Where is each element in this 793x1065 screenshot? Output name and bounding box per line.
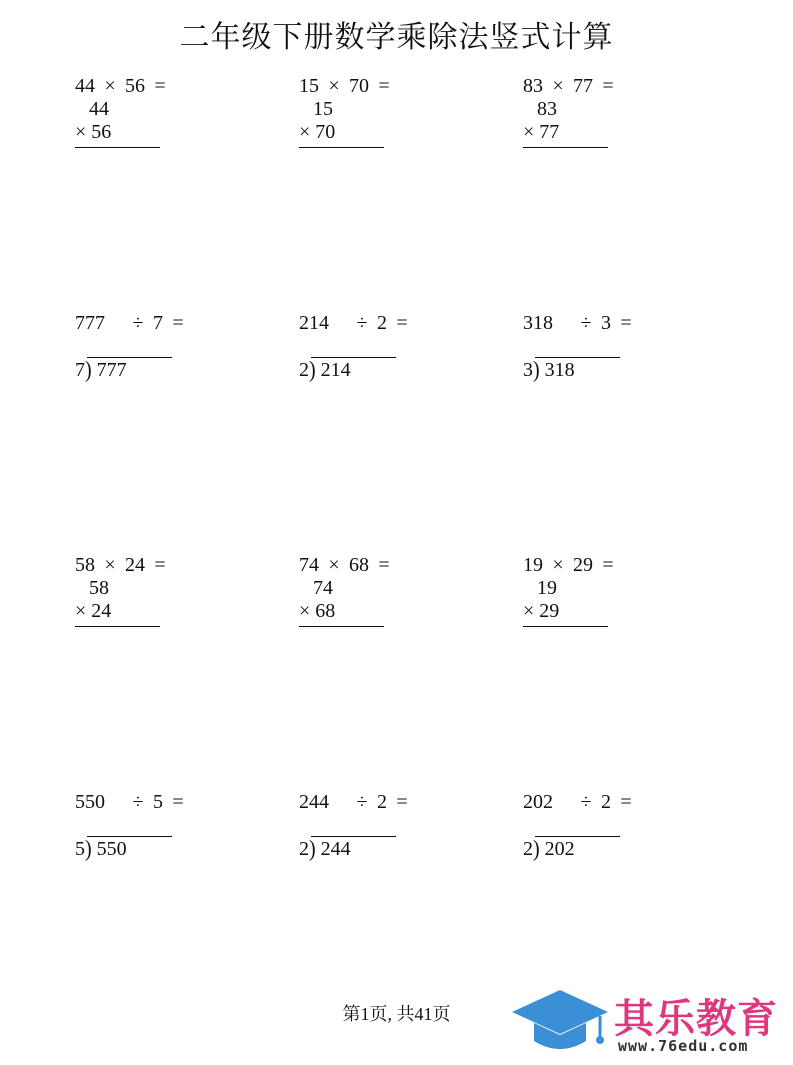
multiplication-problem [75, 554, 265, 664]
times-sign: × [75, 600, 87, 622]
operand-b: 70 [315, 121, 336, 143]
equals-sign: = [378, 554, 390, 576]
divisor: 2 [299, 359, 309, 381]
operand-b: 70 [349, 75, 369, 97]
operand-b: 77 [573, 75, 593, 97]
quotient-line [311, 357, 396, 358]
equation [299, 554, 399, 577]
watermark-logo [510, 985, 790, 1060]
division-problem [75, 791, 265, 901]
graduation-cap-icon [510, 985, 610, 1060]
division-bracket: ) [533, 357, 540, 383]
divisor: 2 [377, 312, 387, 334]
equals-sign: = [602, 75, 614, 97]
vertical-top: 74 [313, 577, 333, 599]
equation [523, 312, 641, 335]
vertical-bottom [523, 600, 559, 623]
long-division [299, 838, 351, 861]
times-sign: × [299, 121, 311, 143]
divisor: 2 [377, 791, 387, 813]
operand-b: 24 [125, 554, 145, 576]
long-division [75, 838, 127, 861]
page-footer: 第1页, 共41页 [342, 1004, 451, 1024]
dividend: 244 [320, 838, 351, 860]
long-division [523, 359, 575, 382]
equals-sign: = [154, 75, 166, 97]
equals-sign: = [396, 791, 408, 813]
dividend: 550 [96, 838, 127, 860]
divisor: 2 [601, 791, 611, 813]
dividend: 777 [75, 312, 105, 334]
times-sign: × [552, 554, 564, 576]
operand-a: 15 [299, 75, 319, 97]
divide-sign: ÷ [580, 791, 592, 813]
dividend: 244 [299, 791, 329, 813]
answer-line [523, 626, 608, 627]
division-bracket: ) [85, 357, 92, 383]
vertical-bottom [75, 121, 111, 144]
times-sign: × [104, 554, 116, 576]
operand-b: 29 [573, 554, 593, 576]
operand-b: 56 [91, 121, 112, 143]
divisor: 3 [601, 312, 611, 334]
times-sign: × [328, 554, 340, 576]
divisor: 5 [75, 838, 85, 860]
equation [75, 554, 175, 577]
divisor: 7 [153, 312, 163, 334]
operand-b: 29 [539, 600, 560, 622]
equals-sign: = [396, 312, 408, 334]
quotient-line [311, 836, 396, 837]
equation [523, 554, 623, 577]
dividend: 318 [544, 359, 575, 381]
dividend: 214 [299, 312, 329, 334]
dividend: 202 [523, 791, 553, 813]
multiplication-problem [75, 75, 265, 185]
equals-sign: = [154, 554, 166, 576]
times-sign: × [552, 75, 564, 97]
divide-sign: ÷ [580, 312, 592, 334]
vertical-top: 83 [537, 98, 557, 120]
quotient-line [87, 357, 172, 358]
times-sign: × [299, 600, 311, 622]
operand-b: 68 [349, 554, 369, 576]
divisor: 5 [153, 791, 163, 813]
equals-sign: = [378, 75, 390, 97]
division-problem [523, 791, 713, 901]
vertical-bottom [299, 600, 335, 623]
answer-line [523, 147, 608, 148]
operand-a: 58 [75, 554, 95, 576]
operand-b: 56 [125, 75, 145, 97]
operand-a: 44 [75, 75, 95, 97]
divide-sign: ÷ [132, 791, 144, 813]
divisor: 2 [299, 838, 309, 860]
divide-sign: ÷ [356, 312, 368, 334]
long-division [75, 359, 127, 382]
vertical-bottom [523, 121, 559, 144]
division-problem [523, 312, 713, 422]
divisor: 7 [75, 359, 85, 381]
equation [523, 791, 641, 814]
vertical-bottom [299, 121, 335, 144]
page-title: 二年级下册数学乘除法竖式计算 [179, 20, 614, 55]
operand-a: 74 [299, 554, 319, 576]
answer-line [75, 147, 160, 148]
quotient-line [535, 836, 620, 837]
answer-line [299, 147, 384, 148]
multiplication-problem [299, 554, 489, 664]
equation [299, 312, 417, 335]
equation [75, 791, 193, 814]
division-bracket: ) [309, 836, 316, 862]
times-sign: × [75, 121, 87, 143]
equals-sign: = [602, 554, 614, 576]
answer-line [75, 626, 160, 627]
equation [75, 312, 193, 335]
times-sign: × [523, 600, 535, 622]
times-sign: × [523, 121, 535, 143]
division-problem [75, 312, 265, 422]
operand-a: 19 [523, 554, 543, 576]
division-problem [299, 791, 489, 901]
brand-url: www.76edu.com [618, 1037, 749, 1055]
equation [75, 75, 175, 98]
equals-sign: = [172, 791, 184, 813]
brand-name: 其乐教育 [614, 996, 778, 1042]
equation [299, 791, 417, 814]
dividend: 202 [544, 838, 575, 860]
division-bracket: ) [85, 836, 92, 862]
equation [299, 75, 399, 98]
operand-b: 77 [539, 121, 560, 143]
operand-b: 68 [315, 600, 336, 622]
multiplication-problem [523, 75, 713, 185]
times-sign: × [328, 75, 340, 97]
vertical-top: 44 [89, 98, 109, 120]
times-sign: × [104, 75, 116, 97]
dividend: 777 [96, 359, 127, 381]
vertical-top: 19 [537, 577, 557, 599]
multiplication-problem [523, 554, 713, 664]
equals-sign: = [620, 791, 632, 813]
divide-sign: ÷ [132, 312, 144, 334]
dividend: 550 [75, 791, 105, 813]
equals-sign: = [172, 312, 184, 334]
vertical-top: 15 [313, 98, 333, 120]
divide-sign: ÷ [356, 791, 368, 813]
equals-sign: = [620, 312, 632, 334]
equation [523, 75, 623, 98]
division-bracket: ) [533, 836, 540, 862]
quotient-line [87, 836, 172, 837]
operand-b: 24 [91, 600, 112, 622]
division-problem [299, 312, 489, 422]
operand-a: 83 [523, 75, 543, 97]
vertical-bottom [75, 600, 111, 623]
divisor: 3 [523, 359, 533, 381]
division-bracket: ) [309, 357, 316, 383]
long-division [523, 838, 575, 861]
vertical-top: 58 [89, 577, 109, 599]
multiplication-problem [299, 75, 489, 185]
quotient-line [535, 357, 620, 358]
answer-line [299, 626, 384, 627]
divisor: 2 [523, 838, 533, 860]
dividend: 318 [523, 312, 553, 334]
long-division [299, 359, 351, 382]
dividend: 214 [320, 359, 351, 381]
